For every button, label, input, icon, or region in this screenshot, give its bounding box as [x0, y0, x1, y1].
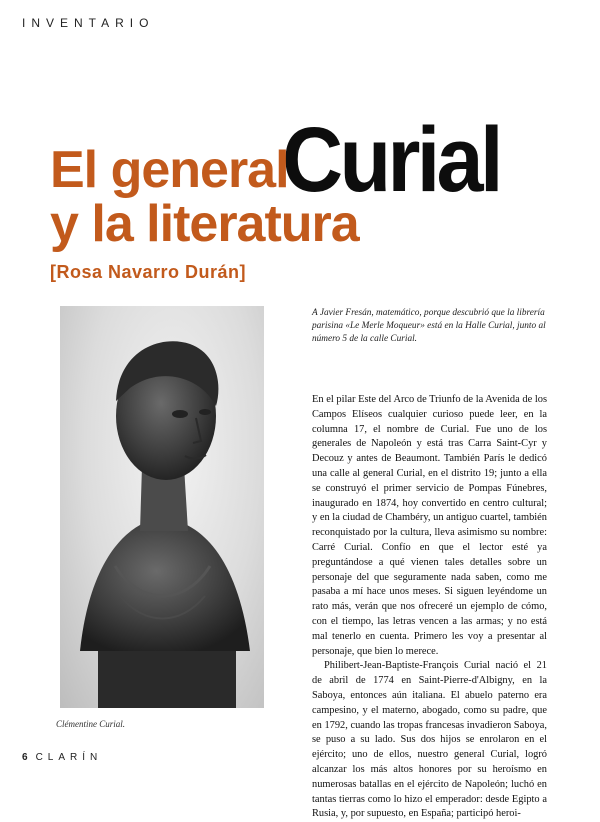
- title-line-1: El general: [50, 141, 289, 199]
- title-line-2: y la literatura: [50, 195, 359, 253]
- article-body: [312, 393, 547, 822]
- page-footer: [22, 752, 102, 763]
- paragraph-1: En el pilar Este del Arco de Triunfo de la Avenida de los Campos Elíseos cualquier curioso puede leer, en la columna 17, el nombre de Curial. Fue uno de los generales de Napoleón y está tras Carra Saint-Cyr y Decouz y antes de Beaumont. También París le dedicó una calle al general Curial, en el distrito 19; junto a ella se construyó el primer servicio de Pompas Fúnebres, inaugurado en 1874, hoy convertido en centro cultural; y en la ciudad de Chambéry, un antiguo cuartel, también reconquistado por la cultura, lleva asimismo su nombre: Carré Curial. Confío en que el lector esté ya preguntándose a qué vienen tales detalles sobre un personaje del que seguramente nada saben, como me pasaba a mí hace unos meses. Si siguen leyéndome un rato más, verán que nos ofreceré un ejemplo de cómo, con el tiempo, las letras vencen a las armas; y no está mal tenerlo en cuenta. Primero les voy a presentar al personaje, que bien lo merece.: [312, 394, 547, 657]
- photo-caption: Clémentine Curial.: [56, 719, 125, 729]
- bust-sculpture-icon: [60, 306, 264, 708]
- dedication: A Javier Fresán, matemático, porque descubrió que la librería parisina «Le Merle Moqueur» está en la Halle Curial, junto al número 5 de la calle Curial.: [312, 308, 546, 344]
- magazine-name: CLARÍN: [35, 752, 103, 763]
- bust-photo: [60, 306, 264, 708]
- author-byline: [Rosa Navarro Durán]: [50, 262, 247, 282]
- section-label: INVENTARIO: [22, 16, 155, 30]
- title-highlight: Curial: [282, 109, 500, 211]
- paragraph-2: Philibert-Jean-Baptiste-François Curial nació el 21 de abril de 1774 en Saint-Pierre-d'Albigny, en la Saboya, entonces aún italiana. El abuelo paterno era campesino, y el materno, abogado, como su padre, que en 1792, cuando las tropas francesas invadieron Saboya, se puso a su lado. Sus dos hijos se enrolaron en el ejército; uno de ellos, nuestro general Curial, logró alcanzar los más altos honores por su heroísmo en numerosas batallas en el ejército de Napoleón; luchó en tantas tierras como lo hizo el emperador: desde Egipto a Rusia, y, por supuesto, en España; participó heroi-: [312, 660, 547, 820]
- page-number: 6: [22, 752, 28, 763]
